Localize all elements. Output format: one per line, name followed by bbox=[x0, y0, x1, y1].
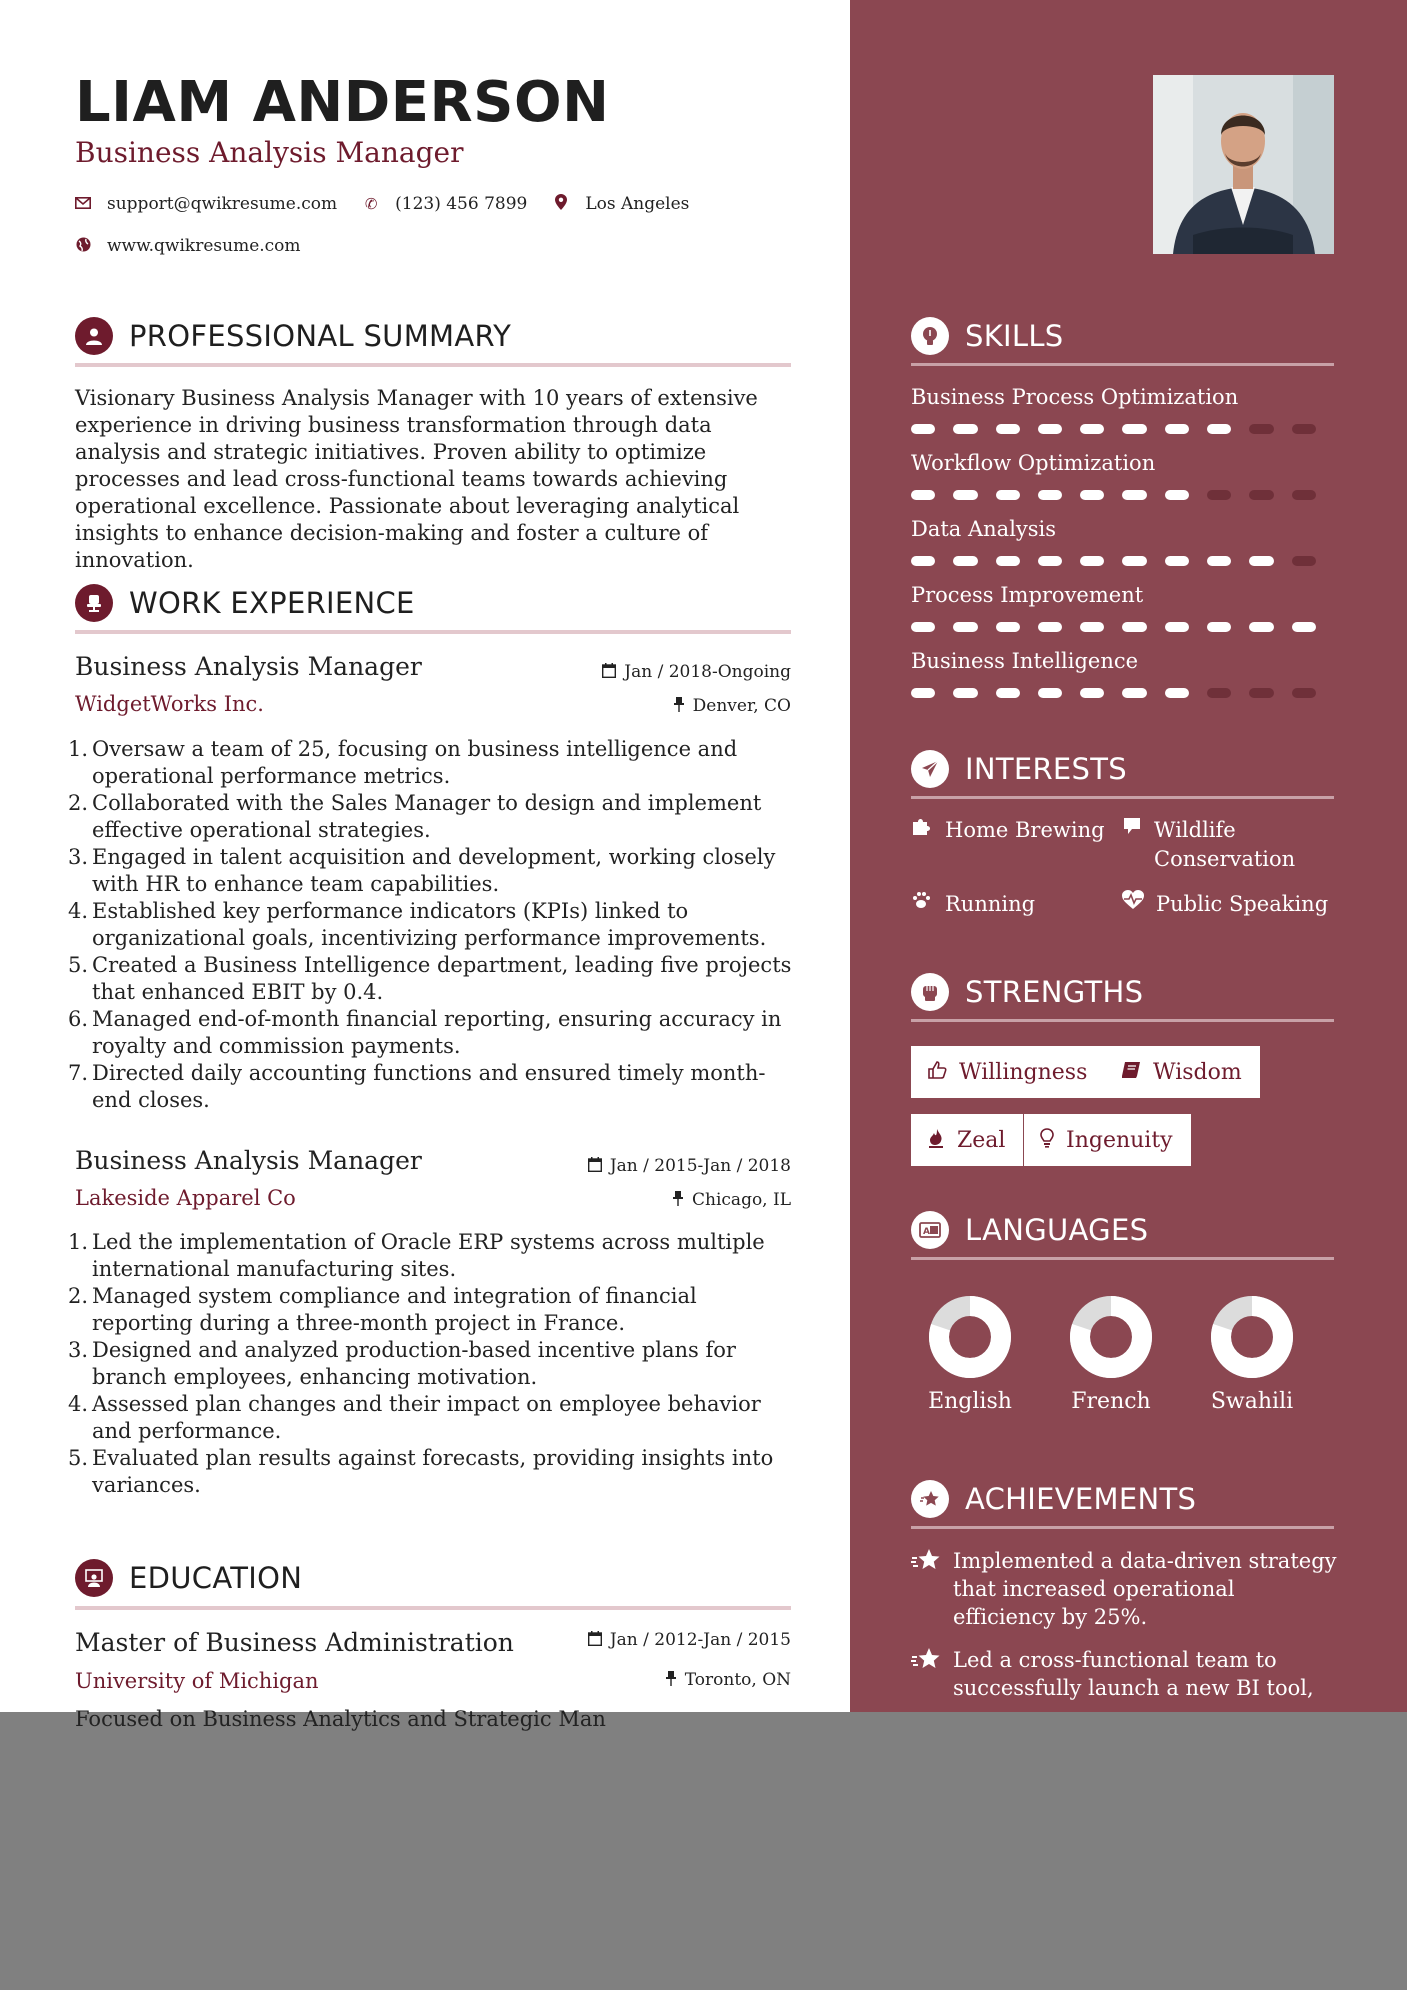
puzzle-icon bbox=[911, 816, 933, 845]
skill-level-bar bbox=[911, 490, 1334, 500]
job-title: Business Analysis Manager bbox=[75, 652, 422, 681]
job-company: Lakeside Apparel Co bbox=[75, 1186, 296, 1210]
book-icon bbox=[1121, 1061, 1141, 1084]
strengths-divider bbox=[911, 1019, 1334, 1022]
language-icon bbox=[911, 1211, 949, 1249]
phone-text: (123) 456 7899 bbox=[395, 194, 528, 214]
skill-level-segment bbox=[1122, 622, 1146, 632]
skill-level-segment bbox=[1207, 490, 1231, 500]
language-item bbox=[1192, 1295, 1312, 1414]
skill-level-segment bbox=[1165, 688, 1189, 698]
skill-level-segment bbox=[1207, 424, 1231, 434]
language-item bbox=[910, 1295, 1030, 1414]
thumbs-up-icon bbox=[927, 1060, 947, 1085]
achievements-heading bbox=[911, 1480, 1334, 1518]
star-badge-icon bbox=[911, 1547, 941, 1631]
skill-level-segment bbox=[1080, 688, 1104, 698]
list-item: 2. Managed system compliance and integration of financial reporting during a three-month project in France. bbox=[68, 1284, 697, 1335]
skill-level-segment bbox=[1122, 490, 1146, 500]
map-marker-icon bbox=[553, 194, 569, 214]
candidate-title: Business Analysis Manager bbox=[75, 136, 464, 169]
language-label: English bbox=[928, 1389, 1012, 1414]
skill-label: Business Intelligence bbox=[911, 649, 1139, 673]
skill-level-segment bbox=[1038, 424, 1062, 434]
strength-tag bbox=[911, 1114, 1023, 1166]
interest-item bbox=[911, 816, 1105, 845]
interest-item bbox=[1122, 816, 1332, 874]
achievement-text: Led a cross-functional team to successfully launch a new BI tool, bbox=[953, 1648, 1314, 1700]
achievement-item bbox=[911, 1547, 1341, 1631]
list-item: 4. Established key performance indicators (KPIs) linked to organizational goals, incentivizing performance improvements. bbox=[68, 899, 767, 950]
language-label: Swahili bbox=[1210, 1389, 1294, 1414]
skill-level-segment bbox=[953, 424, 977, 434]
education-heading bbox=[75, 1559, 791, 1597]
teacher-icon bbox=[75, 1559, 113, 1597]
svg-text:A: A bbox=[923, 1227, 930, 1237]
skill-level-segment bbox=[1292, 688, 1316, 698]
list-item: 6. Managed end-of-month financial reporting, ensuring accuracy in royalty and commission payments. bbox=[68, 1007, 782, 1058]
skill-level-segment bbox=[953, 556, 977, 566]
skill-level-segment bbox=[996, 490, 1020, 500]
skill-level-segment bbox=[1165, 490, 1189, 500]
flag-icon bbox=[1122, 816, 1142, 874]
skill-level-segment bbox=[953, 688, 977, 698]
job-location-text: Denver, CO bbox=[692, 696, 791, 716]
education-dates-text: Jan / 2012-Jan / 2015 bbox=[609, 1630, 791, 1650]
skill-level-segment bbox=[1292, 490, 1316, 500]
job-location-text: Chicago, IL bbox=[692, 1190, 791, 1210]
skill-level-bar bbox=[911, 622, 1334, 632]
strength-label: Willingness bbox=[959, 1059, 1088, 1085]
job-bullets bbox=[68, 736, 798, 1114]
lightbulb-icon bbox=[911, 317, 949, 355]
skill-level-segment bbox=[1122, 688, 1146, 698]
achievements-heading-text: ACHIEVEMENTS bbox=[965, 1482, 1197, 1516]
contact-email[interactable] bbox=[75, 194, 337, 214]
interests-divider bbox=[911, 796, 1334, 799]
job-dates bbox=[588, 1156, 791, 1176]
skill-level-segment bbox=[953, 622, 977, 632]
contact-location bbox=[553, 194, 689, 214]
skill-level-segment bbox=[1249, 688, 1273, 698]
interests-heading-text: INTERESTS bbox=[965, 752, 1127, 786]
skill-level-segment bbox=[911, 490, 935, 500]
interest-label: Home Brewing bbox=[945, 818, 1105, 842]
skill-level-segment bbox=[1249, 556, 1273, 566]
skill-level-segment bbox=[1080, 424, 1104, 434]
list-item: 2. Collaborated with the Sales Manager to design and implement effective operational strategies. bbox=[68, 791, 762, 842]
strength-tag bbox=[1024, 1114, 1191, 1166]
pushpin-icon bbox=[672, 1191, 684, 1210]
summary-heading bbox=[75, 317, 791, 355]
education-location-text: Toronto, ON bbox=[684, 1670, 791, 1690]
pushpin-icon bbox=[673, 697, 685, 716]
email-text: support@qwikresume.com bbox=[107, 194, 338, 214]
job-location bbox=[672, 1190, 791, 1210]
skill-level-segment bbox=[996, 556, 1020, 566]
education-dates bbox=[588, 1630, 791, 1650]
skill-level-segment bbox=[1122, 556, 1146, 566]
skill-level-segment bbox=[1165, 424, 1189, 434]
skill-level-segment bbox=[1207, 556, 1231, 566]
contact-row-primary bbox=[75, 194, 715, 214]
phone-icon: ✆ bbox=[364, 195, 378, 213]
job-location bbox=[673, 696, 791, 716]
skill-level-segment bbox=[911, 556, 935, 566]
candidate-name: LIAM ANDERSON bbox=[75, 70, 610, 135]
contact-phone[interactable] bbox=[363, 194, 527, 214]
skill-level-segment bbox=[911, 622, 935, 632]
languages-heading-text: LANGUAGES bbox=[965, 1213, 1149, 1247]
job-title: Business Analysis Manager bbox=[75, 1146, 422, 1175]
education-description: Focused on Business Analytics and Strategic Man bbox=[75, 1707, 606, 1731]
strength-label: Ingenuity bbox=[1066, 1127, 1173, 1153]
job-dates bbox=[602, 662, 791, 682]
paper-plane-icon bbox=[911, 750, 949, 788]
list-item: 7. Directed daily accounting functions and ensured timely month-end closes. bbox=[68, 1061, 766, 1112]
job-dates-text: Jan / 2018-Ongoing bbox=[624, 662, 791, 682]
globe-icon bbox=[75, 237, 91, 256]
skill-level-segment bbox=[1249, 622, 1273, 632]
skills-heading bbox=[911, 317, 1334, 355]
list-item: 3. Designed and analyzed production-based incentive plans for branch employees, enhancing motivation. bbox=[68, 1338, 736, 1389]
skill-level-segment bbox=[1249, 490, 1273, 500]
skill-level-bar bbox=[911, 424, 1334, 434]
pushpin-icon bbox=[665, 1671, 677, 1690]
skill-level-segment bbox=[1038, 688, 1062, 698]
location-text: Los Angeles bbox=[585, 194, 690, 214]
languages-heading bbox=[911, 1211, 1334, 1249]
skill-label: Business Process Optimization bbox=[911, 385, 1239, 409]
fist-icon bbox=[911, 973, 949, 1011]
summary-divider bbox=[75, 363, 791, 367]
skill-level-segment bbox=[1080, 622, 1104, 632]
skill-label: Workflow Optimization bbox=[911, 451, 1156, 475]
experience-heading-text: WORK EXPERIENCE bbox=[129, 586, 415, 620]
list-item: 1. Led the implementation of Oracle ERP systems across multiple international manufacturing sites. bbox=[68, 1230, 765, 1281]
skill-level-segment bbox=[1038, 622, 1062, 632]
website-text: www.qwikresume.com bbox=[107, 236, 301, 256]
skill-level-segment bbox=[1080, 556, 1104, 566]
star-badge-icon bbox=[911, 1646, 941, 1702]
list-item: 4. Assessed plan changes and their impact on employee behavior and performance. bbox=[68, 1392, 761, 1443]
list-item: 5. Evaluated plan results against forecasts, providing insights into variances. bbox=[68, 1446, 774, 1497]
lightbulb-icon bbox=[1040, 1128, 1054, 1153]
interests-heading bbox=[911, 750, 1334, 788]
language-label: French bbox=[1071, 1389, 1151, 1414]
strength-tag bbox=[1105, 1046, 1260, 1098]
school-name: University of Michigan bbox=[75, 1669, 319, 1693]
list-item: 3. Engaged in talent acquisition and development, working closely with HR to enhance team capabilities. bbox=[68, 845, 776, 896]
skill-level-segment bbox=[953, 490, 977, 500]
profile-photo bbox=[1153, 75, 1334, 254]
skill-level-segment bbox=[911, 424, 935, 434]
fire-icon bbox=[927, 1128, 945, 1153]
strength-label: Wisdom bbox=[1153, 1059, 1242, 1085]
skill-level-segment bbox=[996, 688, 1020, 698]
user-icon bbox=[75, 317, 113, 355]
interest-label: Wildlife Conservation bbox=[1154, 818, 1296, 871]
education-heading-text: EDUCATION bbox=[129, 1561, 303, 1595]
strength-tag bbox=[911, 1046, 1105, 1098]
strengths-heading-text: STRENGTHS bbox=[965, 975, 1144, 1009]
strength-label: Zeal bbox=[957, 1127, 1006, 1153]
achievement-text: Implemented a data-driven strategy that increased operational efficiency by 25%. bbox=[953, 1549, 1337, 1629]
experience-divider bbox=[75, 630, 791, 634]
skill-level-segment bbox=[1292, 556, 1316, 566]
skills-heading-text: SKILLS bbox=[965, 319, 1064, 353]
list-item: 1. Oversaw a team of 25, focusing on business intelligence and operational performance metrics. bbox=[68, 737, 738, 788]
skill-level-segment bbox=[1292, 622, 1316, 632]
interest-label: Running bbox=[945, 892, 1036, 916]
skill-level-segment bbox=[1292, 424, 1316, 434]
star-badge-icon bbox=[911, 1480, 949, 1518]
calendar-icon bbox=[602, 663, 616, 682]
skills-divider bbox=[911, 363, 1334, 366]
education-divider bbox=[75, 1606, 791, 1610]
job-bullets bbox=[68, 1229, 798, 1499]
degree-title: Master of Business Administration bbox=[75, 1628, 514, 1657]
summary-heading-text: PROFESSIONAL SUMMARY bbox=[129, 319, 512, 353]
achievement-item bbox=[911, 1646, 1341, 1702]
skill-level-segment bbox=[1249, 424, 1273, 434]
interest-item bbox=[911, 890, 1035, 919]
language-level-ring bbox=[928, 1295, 1012, 1379]
skill-level-bar bbox=[911, 556, 1334, 566]
heartbeat-icon bbox=[1122, 890, 1144, 919]
office-chair-icon bbox=[75, 584, 113, 622]
paw-icon bbox=[911, 890, 933, 919]
skill-label: Data Analysis bbox=[911, 517, 1057, 541]
skill-level-segment bbox=[1207, 622, 1231, 632]
skill-level-segment bbox=[911, 688, 935, 698]
summary-text: Visionary Business Analysis Manager with 10 years of extensive experience in driving business transformation through data analysis and strategic initiatives. Proven ability to optimize processes and lead cross-functional teams towards achieving operational excellence. Passionate about leveraging analytical insights to enhance decision-making and foster a culture of innovation. bbox=[75, 386, 758, 572]
skill-level-bar bbox=[911, 688, 1334, 698]
skill-level-segment bbox=[1122, 424, 1146, 434]
skill-level-segment bbox=[1165, 622, 1189, 632]
list-item: 5. Created a Business Intelligence department, leading five projects that enhanced EBIT by 0.4. bbox=[68, 953, 792, 1004]
calendar-icon bbox=[588, 1157, 602, 1176]
education-location bbox=[665, 1670, 791, 1690]
achievements-divider bbox=[911, 1526, 1334, 1529]
language-level-ring bbox=[1069, 1295, 1153, 1379]
skill-level-segment bbox=[1207, 688, 1231, 698]
interest-item bbox=[1122, 890, 1328, 919]
contact-website[interactable] bbox=[75, 236, 301, 256]
skill-level-segment bbox=[996, 622, 1020, 632]
envelope-icon bbox=[75, 195, 91, 213]
language-level-ring bbox=[1210, 1295, 1294, 1379]
skill-level-segment bbox=[996, 424, 1020, 434]
skill-level-segment bbox=[1038, 556, 1062, 566]
languages-divider bbox=[911, 1257, 1334, 1260]
strengths-heading bbox=[911, 973, 1334, 1011]
job-dates-text: Jan / 2015-Jan / 2018 bbox=[609, 1156, 791, 1176]
job-company: WidgetWorks Inc. bbox=[75, 692, 264, 716]
contact-row-secondary bbox=[75, 236, 327, 256]
calendar-icon bbox=[588, 1631, 602, 1650]
skill-level-segment bbox=[1080, 490, 1104, 500]
language-item bbox=[1051, 1295, 1171, 1414]
skill-level-segment bbox=[1165, 556, 1189, 566]
experience-heading bbox=[75, 584, 791, 622]
skill-label: Process Improvement bbox=[911, 583, 1144, 607]
skill-level-segment bbox=[1038, 490, 1062, 500]
interest-label: Public Speaking bbox=[1156, 892, 1329, 916]
